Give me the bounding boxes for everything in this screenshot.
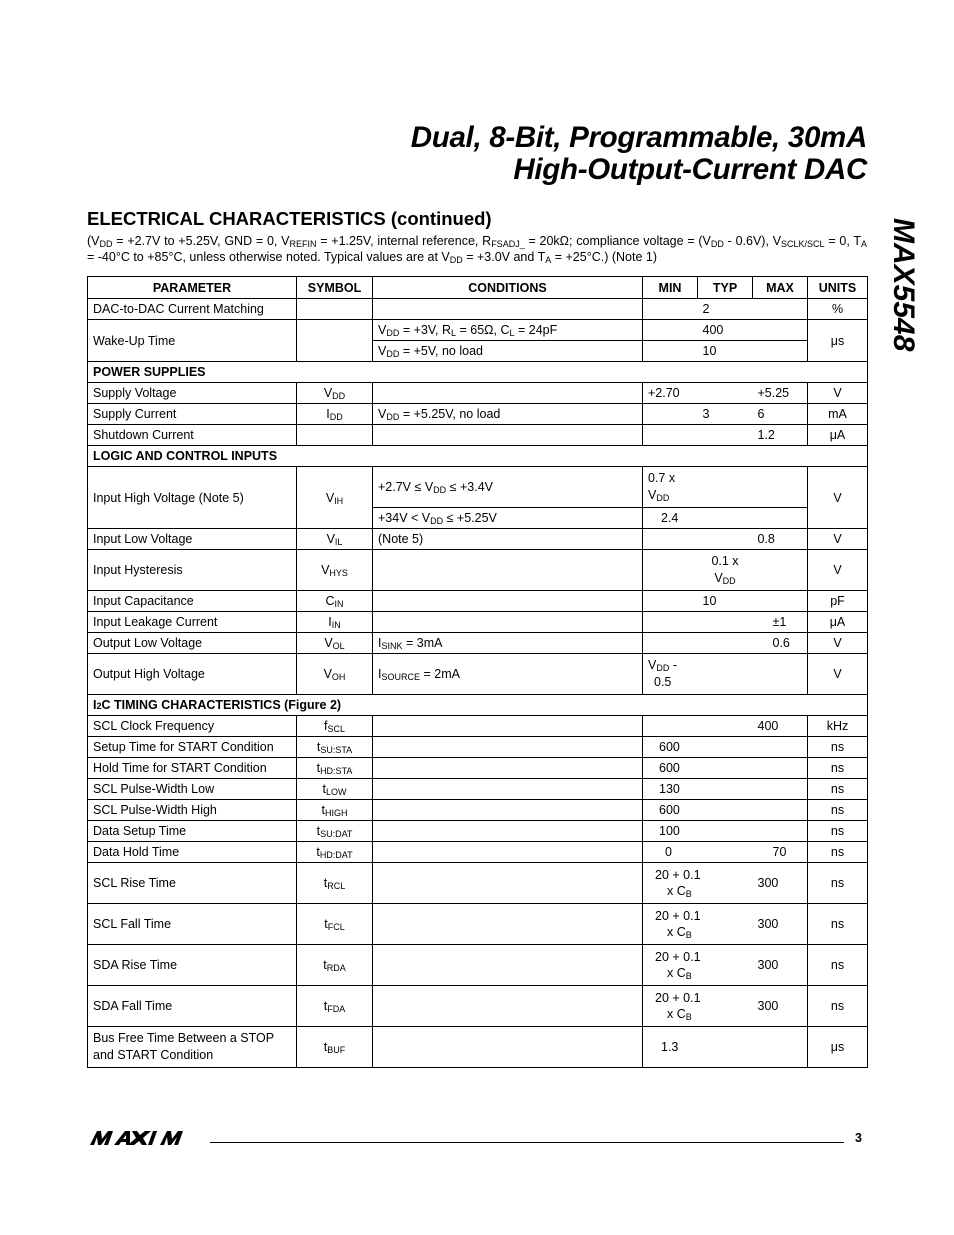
- header-max: MAX: [753, 277, 808, 299]
- table-row: Bus Free Time Between a STOP and START Condition $t_{BUF}$ 1.3 μs: [88, 1027, 868, 1068]
- maxim-logo: [88, 1130, 200, 1146]
- document-title: [411, 122, 867, 186]
- table-row: Output High Voltage $V_{OH}$ $I_{SOURCE} = 2mA$ $V_{DD}$ - 0.5 V: [88, 654, 868, 695]
- table-row: SCL Fall Time $t_{FCL}$ 20 + 0.1 x $C_B$ 300 ns: [88, 904, 868, 945]
- test-conditions: ($V_{DD} = +2.7V$ to +5.25V, GND = 0, $V_{REFIN} = +1.25V$, internal reference, $R_{FSADJ\_} = 20k\Omega$; compliance voltage = $(V_{DD} - 0.6V)$, $V_{SCLK/SCL} = 0$, $T_A = -40^\circ C$ to +85°C, unless otherwise noted. Typical values are at $V_{DD} = +3.0V$ and $T_A = +25^\circ C$.) (Note 1): [87, 234, 867, 265]
- table-header-row: [88, 277, 868, 299]
- header-typ: TYP: [698, 277, 753, 299]
- maxim-logo-icon: [88, 1130, 200, 1146]
- header-conditions: CONDITIONS: [373, 277, 643, 299]
- part-number-side-label: MAX5548: [887, 218, 920, 352]
- table-row: Input Leakage Current $I_{IN}$ ±1 μA: [88, 612, 868, 633]
- table-row: $V_{DD} = +5V$, no load 10: [88, 341, 868, 362]
- table-row: SCL Pulse-Width Low $t_{LOW}$ 130 ns: [88, 779, 868, 800]
- table-row: SCL Rise Time $t_{RCL}$ 20 + 0.1 x $C_B$ 300 ns: [88, 863, 868, 904]
- group-row-logic-inputs: LOGIC AND CONTROL INPUTS: [88, 446, 868, 467]
- group-row-i2c-timing: I2C TIMING CHARACTERISTICS (Figure 2): [88, 695, 868, 716]
- table-row: Supply Current $I_{DD}$ $V_{DD} = +5.25V$, no load 3 6 mA: [88, 404, 868, 425]
- title-line-2: High-Output-Current DAC: [513, 153, 867, 186]
- table-row: Input Hysteresis $V_{HYS}$ 0.1 x $V_{DD}$ V: [88, 550, 868, 591]
- header-symbol: SYMBOL: [297, 277, 373, 299]
- table-row: SCL Clock Frequency $f_{SCL}$ 400 kHz: [88, 716, 868, 737]
- electrical-characteristics-table: [87, 276, 868, 1068]
- section-heading: ELECTRICAL CHARACTERISTICS (continued): [87, 208, 492, 229]
- table-row: SDA Fall Time $t_{FDA}$ 20 + 0.1 x $C_B$ 300 ns: [88, 986, 868, 1027]
- table-row: Data Hold Time $t_{HD:DAT}$ 0 70 ns: [88, 842, 868, 863]
- table-row: DAC-to-DAC Current Matching 2 %: [88, 299, 868, 320]
- header-units: UNITS: [808, 277, 868, 299]
- table-row: Input Capacitance $C_{IN}$ 10 pF: [88, 591, 868, 612]
- table-row: Supply Voltage $V_{DD}$ +2.70 +5.25 V: [88, 383, 868, 404]
- table-row: Input High Voltage (Note 5) $V_{IH}$ $+2.7V \le V_{DD} \le +3.4V$ 0.7 x $V_{DD}$ V: [88, 467, 868, 508]
- table-row: $+34V < V_{DD} \le +5.25V$ 2.4: [88, 508, 868, 529]
- table-row: Output Low Voltage $V_{OL}$ $I_{SINK} = 3mA$ 0.6 V: [88, 633, 868, 654]
- table-row: Input Low Voltage $V_{IL}$ (Note 5) 0.8 V: [88, 529, 868, 550]
- header-parameter: PARAMETER: [88, 277, 297, 299]
- table-row: Shutdown Current 1.2 μA: [88, 425, 868, 446]
- footer-rule: [210, 1142, 844, 1143]
- table-row: Data Setup Time $t_{SU:DAT}$ 100 ns: [88, 821, 868, 842]
- table-row: Hold Time for START Condition $t_{HD:STA}$ 600 ns: [88, 758, 868, 779]
- header-min: MIN: [643, 277, 698, 299]
- table-row: SCL Pulse-Width High $t_{HIGH}$ 600 ns: [88, 800, 868, 821]
- table-row: Wake-Up Time $V_{DD} = +3V$, $R_L = 65\Omega$, $C_L = 24pF$ 400 μs: [88, 320, 868, 341]
- group-row-power-supplies: POWER SUPPLIES: [88, 362, 868, 383]
- table-row: SDA Rise Time $t_{RDA}$ 20 + 0.1 x $C_B$ 300 ns: [88, 945, 868, 986]
- table-row: Setup Time for START Condition $t_{SU:STA}$ 600 ns: [88, 737, 868, 758]
- title-line-1: Dual, 8-Bit, Programmable, 30mA: [410, 121, 867, 154]
- page-number: 3: [855, 1131, 862, 1145]
